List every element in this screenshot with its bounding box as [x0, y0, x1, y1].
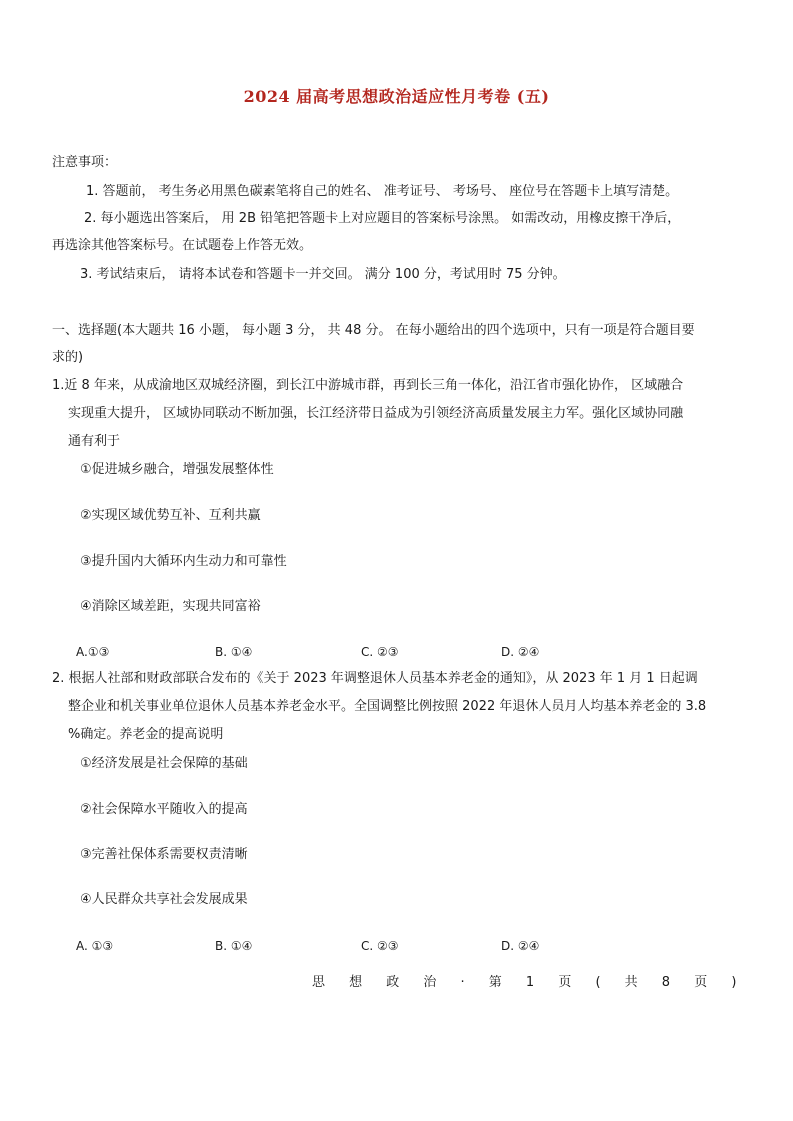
question-1-statement-3: ③提升国内大循环内生动力和可靠性 [80, 554, 287, 569]
note-item-2-line-2: 再选涂其他答案标号。在试题卷上作答无效。 [52, 238, 313, 253]
question-2-choice-d: D. ②④ [501, 939, 540, 953]
note-item-1: 1. 答题前， 考生务必用黑色碳素笔将自己的姓名、 准考证号、 考场号、 座位号在答题卡上填写清楚。 [86, 184, 679, 199]
note-item-3: 3. 考试结束后， 请将本试卷和答题卡一并交回。 满分 100 分，考试用时 75 分钟。 [80, 267, 566, 282]
question-1-statement-1: ①促进城乡融合，增强发展整体性 [80, 462, 274, 477]
question-2-stem-line-1: 2. 根据人社部和财政部联合发布的《关于 2023 年调整退休人员基本养老金的通知》，从 2023 年 1 月 1 日起调 [52, 671, 698, 686]
page-footer: 思 想 政 治 · 第 1 页 ( 共 8 页 ) [312, 975, 738, 990]
question-1-choice-d: D. ②④ [501, 645, 540, 659]
question-2-stem-line-2: 整企业和机关事业单位退休人员基本养老金水平。全国调整比例按照 2022 年退休人员月人均基本养老金的 3.8 [68, 699, 707, 714]
question-1-stem-line-2: 实现重大提升， 区域协同联动不断加强，长江经济带日益成为引领经济高质量发展主力军。强化区域协同融 [68, 406, 684, 421]
question-2-statement-2: ②社会保障水平随收入的提高 [80, 802, 248, 817]
notes-heading: 注意事项： [52, 155, 118, 170]
note-item-2-line-1: 2. 每小题选出答案后， 用 2B 铅笔把答题卡上对应题目的答案标号涂黑。 如需改动，用橡皮擦干净后， [84, 211, 681, 226]
question-2-choice-b: B. ①④ [215, 939, 253, 953]
question-1-choice-c: C. ②③ [361, 645, 399, 659]
question-1-stem-line-3: 通有利于 [68, 434, 121, 449]
question-2-statement-4: ④人民群众共享社会发展成果 [80, 892, 248, 907]
question-2-choice-a: A. ①③ [76, 939, 114, 953]
question-2-choice-c: C. ②③ [361, 939, 399, 953]
question-2-stem-line-3: %确定。养老金的提高说明 [68, 727, 224, 742]
question-1-choice-b: B. ①④ [215, 645, 253, 659]
question-1-choice-a: A.①③ [76, 645, 110, 659]
section-heading-line-2: 求的) [52, 350, 84, 365]
exam-title: 2024 届高考思想政治适应性月考卷 (五) [243, 87, 550, 106]
question-2-statement-1: ①经济发展是社会保障的基础 [80, 756, 248, 771]
question-2-statement-3: ③完善社保体系需要权责清晰 [80, 847, 248, 862]
section-heading-line-1: 一、选择题(本大题共 16 小题， 每小题 3 分， 共 48 分。 在每小题给出的四个选项中，只有一项是符合题目要 [52, 323, 695, 338]
question-1-statement-2: ②实现区域优势互补、互利共赢 [80, 508, 261, 523]
question-1-statement-4: ④消除区域差距，实现共同富裕 [80, 599, 261, 614]
question-1-stem-line-1: 1.近 8 年来，从成渝地区双城经济圈，到长江中游城市群，再到长三角一体化，沿江省市强化协作， 区域融合 [52, 378, 684, 393]
